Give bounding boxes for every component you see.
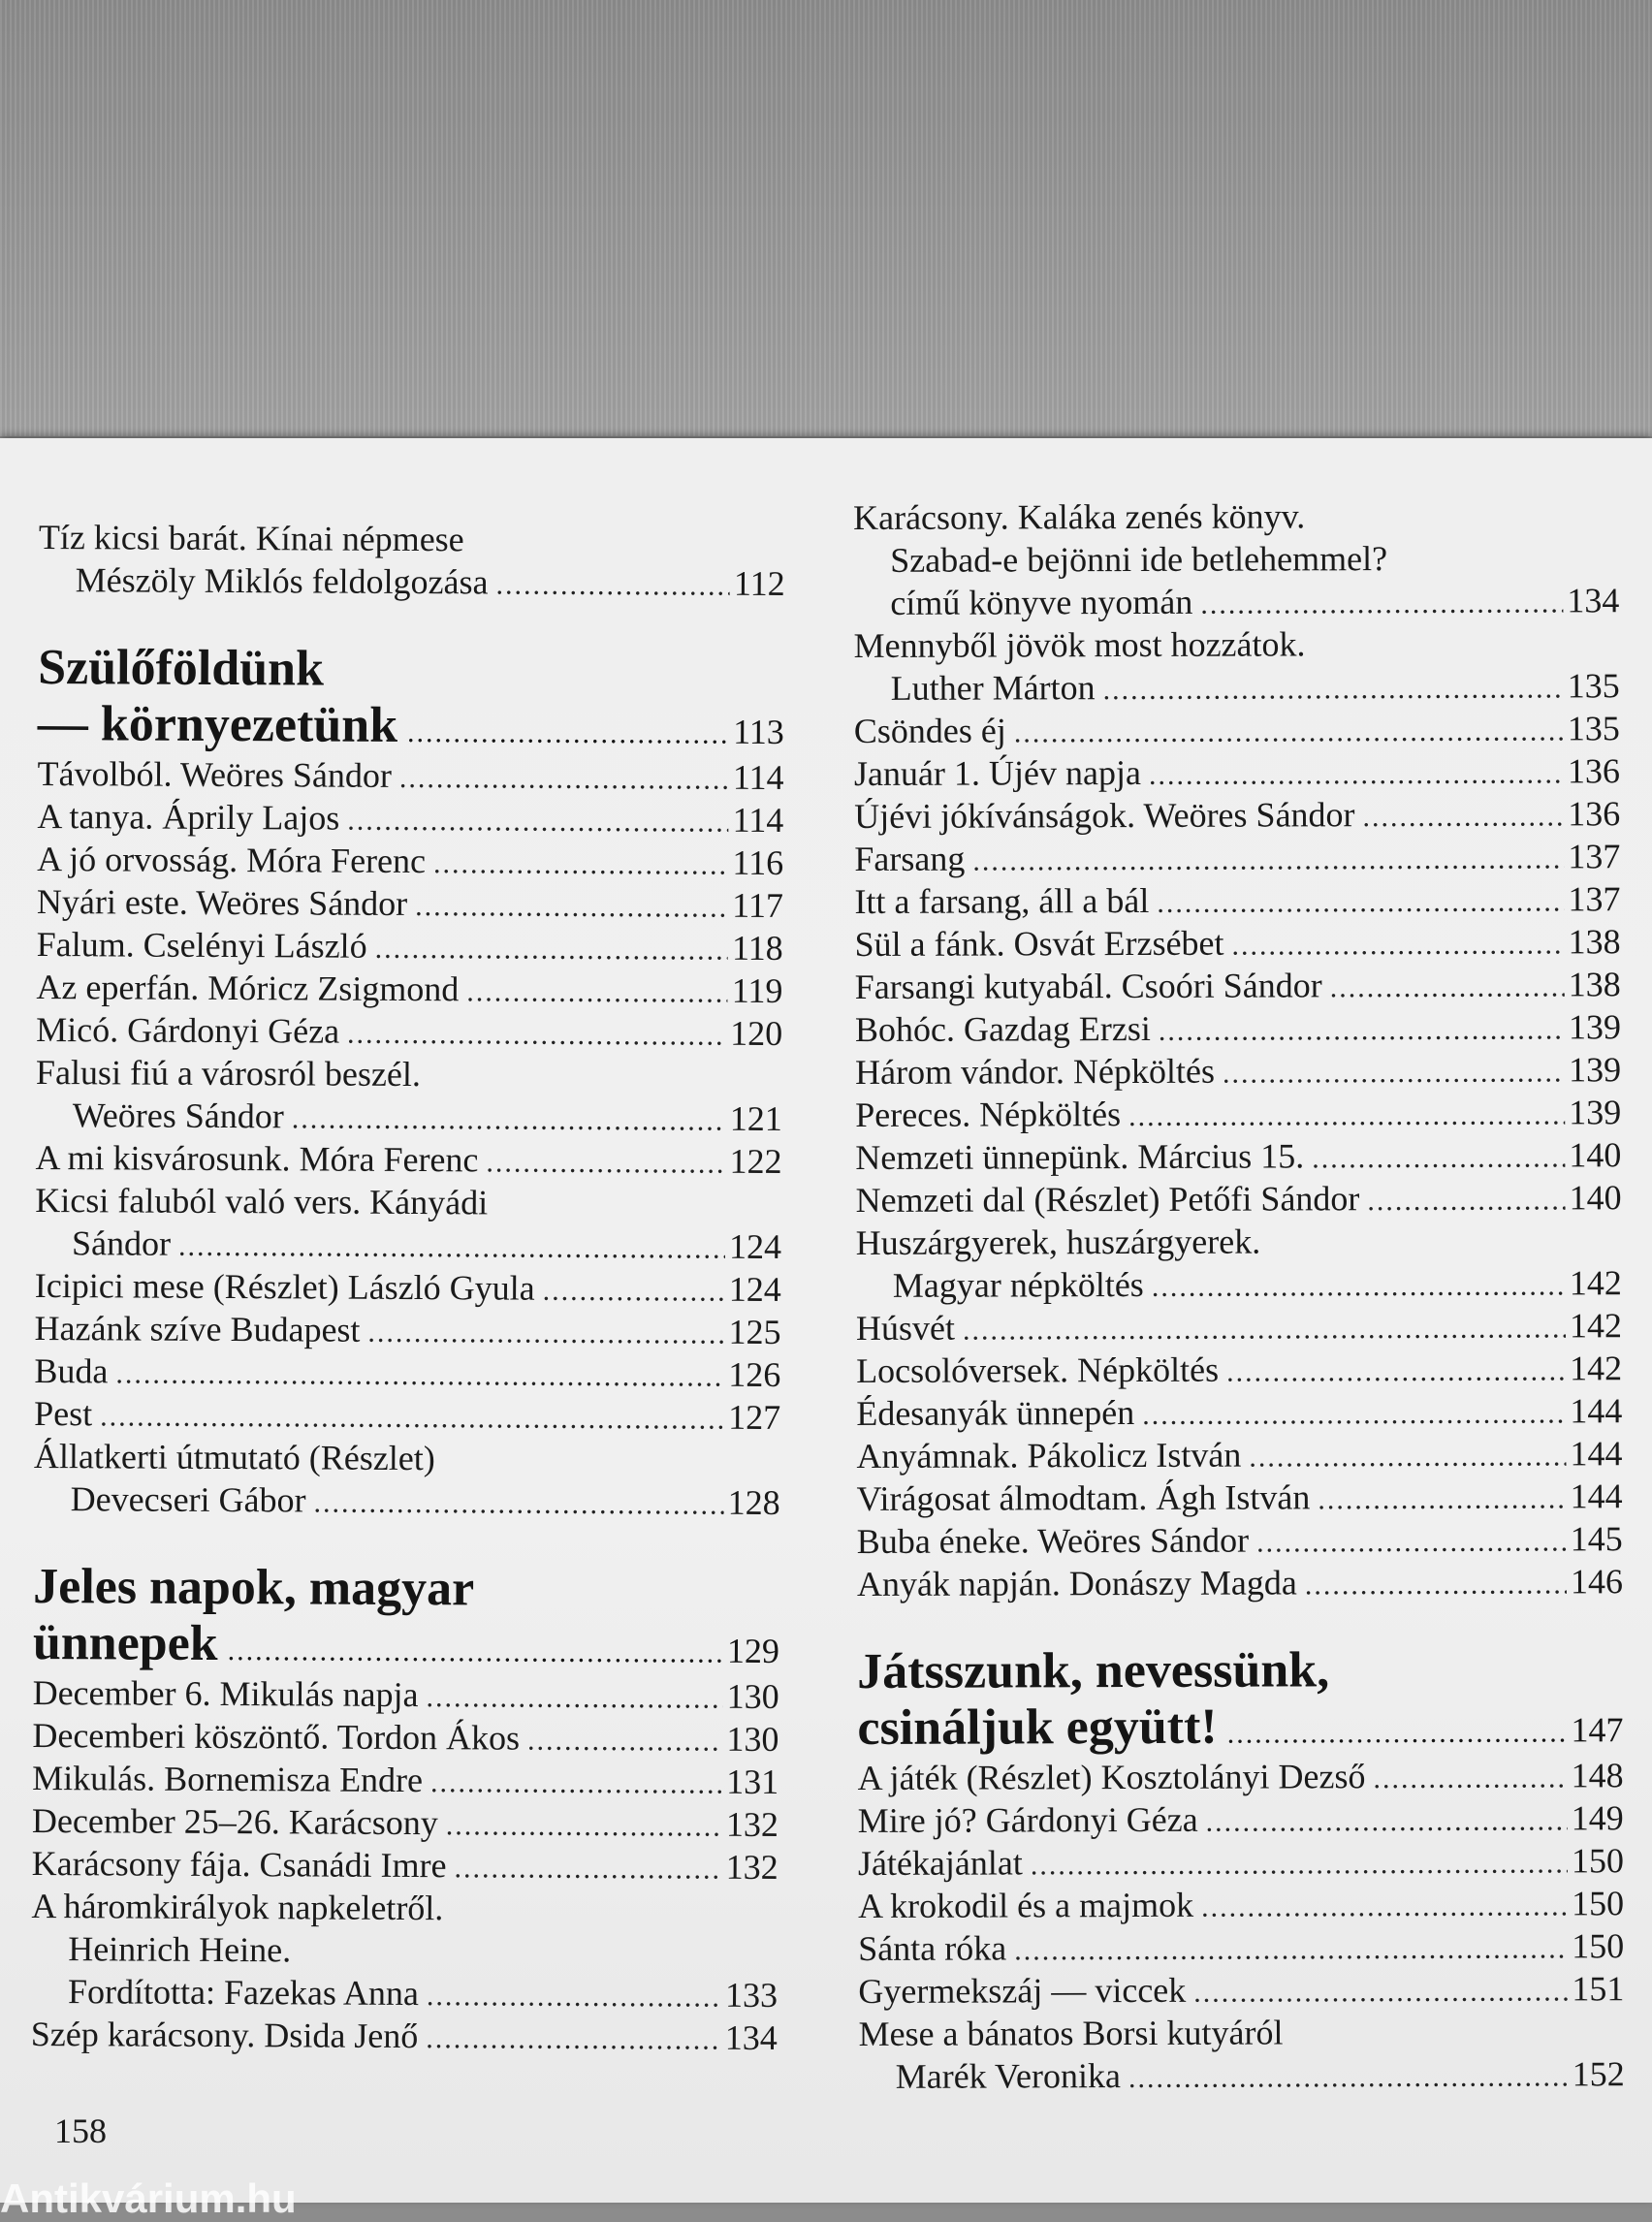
page-ref: 142: [1569, 1263, 1622, 1303]
page-ref: 114: [732, 757, 784, 798]
toc-entry: [855, 920, 1621, 966]
dot-leader: [292, 1097, 726, 1142]
section-heading-text: csináljuk együtt!: [857, 1698, 1218, 1756]
toc-entry-title: Január 1. Újév napja: [853, 752, 1141, 793]
page-ref: 122: [729, 1141, 782, 1182]
toc-right-column: [853, 493, 1625, 2098]
dot-leader: [1152, 1264, 1566, 1308]
dot-leader: [1149, 752, 1564, 796]
toc-entry: [32, 1842, 778, 1889]
toc-entry-title: Mennyből jövök most hozzátok.: [853, 624, 1306, 665]
toc-entry: [853, 621, 1619, 667]
section-heading-text: Játsszunk, nevessünk,: [857, 1642, 1330, 1699]
section-spacer: [857, 1603, 1623, 1644]
toc-entry-title: Mészöly Miklós feldolgozása: [75, 560, 489, 602]
toc-entry-title: Szép karácsony. Dsida Jenő: [30, 2014, 419, 2056]
section-heading: [33, 1559, 780, 1675]
page-ref: 134: [724, 2017, 778, 2058]
page-number: 158: [54, 2111, 107, 2150]
toc-entry-title: Mire jó? Gárdonyi Géza: [857, 1799, 1198, 1840]
dot-leader: [1226, 1349, 1566, 1393]
toc-entry: [31, 1970, 778, 2016]
section-heading-line: [38, 696, 784, 756]
dot-leader: [1330, 966, 1565, 1009]
page-ref: 119: [731, 970, 783, 1011]
dot-leader: [1200, 582, 1563, 625]
toc-entry-title: Magyar népköltés: [892, 1264, 1144, 1305]
toc-entry-title: Távolból. Weöres Sándor: [37, 753, 393, 795]
page-ref: 132: [725, 1804, 779, 1845]
page-ref: 137: [1568, 879, 1621, 919]
page-ref: 136: [1568, 794, 1621, 834]
dot-leader: [1362, 795, 1564, 839]
watermark: Antikvárium.hu: [0, 2175, 297, 2221]
toc-entry: [856, 1432, 1622, 1477]
dot-leader: [407, 705, 729, 763]
toc-entry: [858, 1882, 1624, 1927]
page-ref: 130: [726, 1676, 779, 1717]
toc-entry-title: Sándor: [71, 1223, 172, 1263]
page-ref: 140: [1569, 1135, 1622, 1175]
toc-entry: [34, 1349, 780, 1396]
section-heading-line: [38, 640, 784, 700]
dot-leader: [433, 842, 729, 887]
page-ref: 127: [728, 1397, 781, 1438]
toc-entry: [37, 752, 783, 799]
toc-entry-title: Farsangi kutyabál. Csoóri Sándor: [854, 966, 1322, 1006]
toc-entry: [34, 1307, 780, 1353]
page-ref: 117: [732, 885, 784, 926]
dot-leader: [446, 1804, 722, 1848]
toc-entry-title: December 6. Mikulás napja: [32, 1672, 419, 1715]
toc-entry: [32, 1757, 778, 1803]
toc-entry-title: Falum. Cselényi László: [36, 924, 367, 966]
dot-leader: [972, 838, 1564, 882]
page-ref: 144: [1570, 1476, 1623, 1516]
toc-entry-title: A tanya. Áprily Lajos: [37, 796, 340, 838]
toc-entry: [856, 1304, 1622, 1349]
page-ref: 130: [726, 1719, 779, 1760]
toc-entry-title: Fordította: Fazekas Anna: [67, 1972, 420, 2014]
toc-entry: [858, 1967, 1624, 2013]
toc-entry: [31, 1885, 778, 1931]
section-heading-line: [33, 1615, 779, 1675]
toc-entry-title: Buba éneke. Weöres Sándor: [856, 1520, 1250, 1561]
section-spacer: [33, 1520, 779, 1563]
toc-entry: [37, 880, 783, 927]
toc-entry-title: Pest: [34, 1393, 93, 1434]
page-ref: 135: [1567, 709, 1620, 748]
toc-entry-title: című könyve nyomán: [890, 582, 1193, 622]
dot-leader: [1031, 1842, 1568, 1887]
dot-leader: [100, 1395, 724, 1441]
toc-entry: [858, 1796, 1624, 1842]
dot-leader: [495, 563, 730, 607]
dot-leader: [367, 1312, 724, 1356]
toc-entry: [854, 664, 1620, 710]
dot-leader: [426, 2017, 721, 2062]
toc-entry: [31, 1927, 778, 1974]
page-ref: 138: [1568, 922, 1621, 962]
toc-entry: [858, 1924, 1624, 1970]
page-ref: 124: [728, 1269, 781, 1310]
toc-entry-title: Mikulás. Bornemisza Endre: [32, 1758, 424, 1800]
toc-entry: [858, 2010, 1624, 2055]
toc-entry-title: Nemzeti dal (Részlet) Petőfi Sándor: [855, 1179, 1360, 1220]
dot-leader: [347, 1013, 726, 1058]
toc-entry-title: Marék Veronika: [895, 2056, 1122, 2096]
page-ref: 139: [1568, 1007, 1621, 1047]
dot-leader: [375, 928, 729, 972]
dot-leader: [1142, 1392, 1566, 1437]
dot-leader: [1193, 1970, 1568, 2014]
toc-entry-title: Itt a farsang, áll a bál: [854, 880, 1150, 921]
toc-entry: [37, 795, 783, 841]
dot-leader: [1305, 1563, 1567, 1606]
toc-entry: [858, 1839, 1624, 1885]
toc-entry-title: Szabad-e bejönni ide betlehemmel?: [890, 539, 1388, 580]
section-heading-line: [857, 1641, 1623, 1700]
toc-entry-title: A háromkirályok napkeletről.: [31, 1886, 444, 1928]
section-heading-text: ünnepek: [32, 1614, 218, 1671]
toc-entry-title: Pereces. Népköltés: [855, 1095, 1122, 1134]
toc-entry: [858, 1754, 1624, 1799]
page-ref: 150: [1571, 1841, 1624, 1881]
toc-entry: [854, 835, 1620, 880]
dot-leader: [454, 1847, 721, 1890]
toc-entry-title: Decemberi köszöntő. Tordon Ákos: [32, 1715, 521, 1758]
background-surface: [0, 0, 1652, 436]
dot-leader: [1159, 1008, 1565, 1052]
toc-entry: [36, 1008, 782, 1055]
toc-entry-title: Huszárgyerek, huszárgyerek.: [855, 1222, 1261, 1262]
toc-entry-title: A mi kisvárosunk. Móra Ferenc: [35, 1137, 479, 1180]
dot-leader: [1312, 1136, 1565, 1180]
dot-leader: [313, 1481, 723, 1526]
page-ref: 145: [1570, 1519, 1623, 1559]
toc-entry-title: Karácsony fája. Csanádi Imre: [31, 1843, 447, 1886]
toc-entry: [39, 516, 785, 562]
toc-entry: [856, 1219, 1622, 1264]
toc-entry: [857, 1560, 1623, 1605]
toc-entry-title: Heinrich Heine.: [68, 1929, 292, 1970]
page-ref: 129: [726, 1631, 779, 1671]
page-ref: 140: [1569, 1178, 1622, 1218]
toc-entry-title: Falusi fiú a városról beszél.: [35, 1052, 422, 1095]
toc-entry-title: Weöres Sándor: [72, 1095, 284, 1136]
toc-entry-title: Buda: [34, 1350, 109, 1391]
toc-entry: [855, 1091, 1621, 1136]
dot-leader: [115, 1352, 724, 1398]
toc-entry-title: Tíz kicsi barát. Kínai népmese: [38, 518, 464, 559]
page-ref: 137: [1568, 837, 1621, 876]
toc-entry-title: Farsang: [854, 839, 966, 878]
dot-leader: [1206, 1799, 1568, 1843]
page-ref: 125: [728, 1312, 781, 1352]
section-heading: [38, 640, 785, 756]
toc-entry: [857, 1475, 1623, 1520]
toc-entry: [34, 1477, 780, 1524]
toc-entry: [859, 2052, 1625, 2098]
toc-entry-title: Karácsony. Kaláka zenés könyv.: [853, 496, 1306, 537]
dot-leader: [1318, 1477, 1566, 1521]
dot-leader: [415, 885, 728, 930]
toc-entry-title: Kicsi faluból való vers. Kányádi: [35, 1180, 489, 1222]
dot-leader: [543, 1270, 725, 1314]
page-ref: 113: [733, 712, 784, 752]
toc-entry: [857, 1517, 1623, 1563]
toc-entry: [854, 877, 1620, 923]
page-ref: 118: [731, 928, 783, 968]
toc-entry-title: Állatkerti útmutató (Részlet): [33, 1436, 435, 1478]
page-ref: 138: [1568, 965, 1621, 1004]
page-ref: 114: [732, 800, 784, 841]
page-ref: 148: [1571, 1756, 1624, 1795]
page-ref: 128: [727, 1482, 780, 1523]
dot-leader: [427, 1975, 721, 2019]
toc-entry: [36, 1094, 782, 1140]
toc-entry-title: Újévi jókívánságok. Weöres Sándor: [854, 795, 1355, 836]
toc-entry: [855, 1048, 1621, 1094]
page-ref: 144: [1570, 1391, 1623, 1431]
toc-entry: [32, 1799, 778, 1846]
toc-entry-title: Gyermekszáj — viccek: [858, 1970, 1187, 2011]
toc-entry: [856, 1347, 1622, 1392]
dot-leader: [430, 1762, 722, 1806]
toc-entry-title: Luther Márton: [890, 668, 1096, 708]
dot-leader: [1014, 1927, 1568, 1972]
toc-entry-title: A játék (Részlet) Kosztolányi Dezső: [857, 1757, 1366, 1797]
toc-entry: [35, 1136, 781, 1183]
dot-leader: [178, 1225, 725, 1271]
toc-entry-title: Micó. Gárdonyi Géza: [36, 1009, 340, 1051]
toc-entry: [853, 579, 1619, 624]
dot-leader: [1367, 1179, 1565, 1222]
toc-entry: [855, 1005, 1621, 1051]
toc-entry-title: December 25–26. Karácsony: [31, 1800, 438, 1843]
toc-entry: [37, 923, 783, 969]
page-ref: 121: [729, 1098, 782, 1139]
toc-entry: [36, 966, 782, 1012]
page-ref: 150: [1572, 1884, 1625, 1923]
toc-entry: [855, 1133, 1621, 1179]
toc-entry-title: Nemzeti ünnepünk. Március 15.: [855, 1136, 1305, 1177]
page-ref: 112: [733, 563, 785, 604]
toc-entry-title: Csöndes éj: [853, 711, 1006, 750]
section-heading-text: Szülőföldünk: [38, 639, 325, 697]
page-ref: 124: [728, 1226, 782, 1267]
page-ref: 131: [726, 1762, 779, 1802]
toc-entry: [33, 1671, 779, 1718]
toc-entry-title: A jó orvosság. Móra Ferenc: [37, 839, 427, 881]
page-ref: 149: [1571, 1798, 1624, 1838]
page-ref: 139: [1568, 1050, 1622, 1090]
toc-entry-title: Icipici mese (Részlet) László Gyula: [34, 1265, 535, 1308]
toc-entry: [34, 1392, 780, 1439]
toc-entry-title: Játékajánlat: [857, 1843, 1023, 1883]
dot-leader: [1128, 2055, 1569, 2100]
toc-entry-title: Nyári este. Weöres Sándor: [36, 881, 408, 923]
page-ref: 135: [1567, 666, 1620, 706]
toc-entry: [856, 1389, 1622, 1435]
toc-entry: [35, 1264, 781, 1311]
dot-leader: [426, 1676, 722, 1721]
page-ref: 139: [1569, 1093, 1622, 1132]
dot-leader: [1256, 1520, 1567, 1564]
page-ref: 120: [730, 1013, 783, 1054]
dot-leader: [486, 1141, 725, 1185]
toc-entry: [853, 493, 1619, 539]
toc-entry: [855, 963, 1621, 1008]
toc-entry-title: Húsvét: [855, 1308, 956, 1348]
dot-leader: [347, 800, 729, 844]
toc-left-column: [31, 516, 785, 2059]
toc-entry: [853, 536, 1619, 582]
toc-entry: [35, 1179, 781, 1225]
dot-leader: [1231, 923, 1564, 967]
toc-entry-title: Hazánk szíve Budapest: [34, 1308, 361, 1349]
toc-entry-title: Locsolóversek. Népköltés: [856, 1349, 1220, 1390]
dot-leader: [1014, 710, 1564, 754]
dot-leader: [963, 1307, 1566, 1351]
dot-leader: [1373, 1757, 1567, 1800]
toc-entry: [35, 1222, 781, 1268]
toc-entry: [34, 1435, 780, 1481]
dot-leader: [1128, 1094, 1565, 1138]
toc-entry: [31, 2013, 778, 2059]
toc-entry-title: Három vándor. Népköltés: [855, 1051, 1216, 1092]
page-ref: 151: [1572, 1969, 1625, 2009]
page-ref: 134: [1567, 581, 1620, 620]
toc-entry: [36, 1051, 782, 1097]
dot-leader: [399, 757, 729, 802]
toc-entry-title: Anyák napján. Donászy Magda: [856, 1563, 1297, 1603]
page-ref: 126: [728, 1354, 781, 1395]
dot-leader: [1223, 1051, 1565, 1095]
page-ref: 147: [1571, 1710, 1624, 1750]
toc-entry: [856, 1261, 1622, 1307]
toc-entry-title: Virágosat álmodtam. Ágh István: [856, 1477, 1311, 1518]
page-ref: 142: [1570, 1349, 1623, 1388]
toc-entry-title: Mese a bánatos Borsi kutyáról: [858, 2013, 1284, 2053]
dot-leader: [527, 1720, 723, 1763]
toc-entry-title: Sánta róka: [858, 1928, 1007, 1968]
dot-leader: [1249, 1435, 1566, 1478]
dot-leader: [1103, 667, 1564, 712]
page-ref: 132: [725, 1847, 778, 1888]
toc-entry: [32, 1714, 778, 1761]
section-heading-text: Jeles napok, magyar: [33, 1558, 475, 1617]
toc-entry: [39, 558, 785, 605]
toc-entry-title: Az eperfán. Móricz Zsigmond: [36, 967, 460, 1009]
page-ref: 144: [1570, 1434, 1623, 1474]
toc-entry-title: A krokodil és a majmok: [858, 1885, 1194, 1925]
toc-entry: [854, 749, 1620, 795]
page-ref: 150: [1572, 1926, 1625, 1966]
toc-entry: [855, 1176, 1621, 1222]
toc-entry: [854, 792, 1620, 838]
dot-leader: [1227, 1704, 1568, 1762]
dot-leader: [1157, 880, 1564, 924]
toc-entry-title: Anyámnak. Pákolicz István: [856, 1435, 1242, 1476]
page-ref: 136: [1567, 751, 1621, 791]
toc-entry-title: Bohóc. Gazdag Erzsi: [854, 1008, 1151, 1049]
section-heading-line: [33, 1559, 779, 1619]
page-ref: 146: [1570, 1562, 1623, 1602]
page-ref: 152: [1572, 2054, 1625, 2094]
toc-entry-title: Sül a fánk. Osvát Erzsébet: [854, 923, 1224, 964]
section-heading-text: — környezetünk: [37, 695, 398, 753]
dot-leader: [466, 970, 728, 1014]
page-ref: 142: [1569, 1306, 1623, 1346]
toc-entry-title: Devecseri Gábor: [70, 1479, 306, 1520]
section-spacer: [38, 601, 784, 644]
page-ref: 116: [732, 842, 784, 883]
toc-entry: [37, 838, 783, 884]
dot-leader: [1201, 1885, 1568, 1928]
section-heading-line: [857, 1698, 1623, 1757]
section-heading: [857, 1641, 1623, 1757]
page-ref: 133: [724, 1975, 778, 2016]
toc-entry-title: Édesanyák ünnepén: [856, 1392, 1135, 1433]
toc-entry: [854, 707, 1620, 752]
